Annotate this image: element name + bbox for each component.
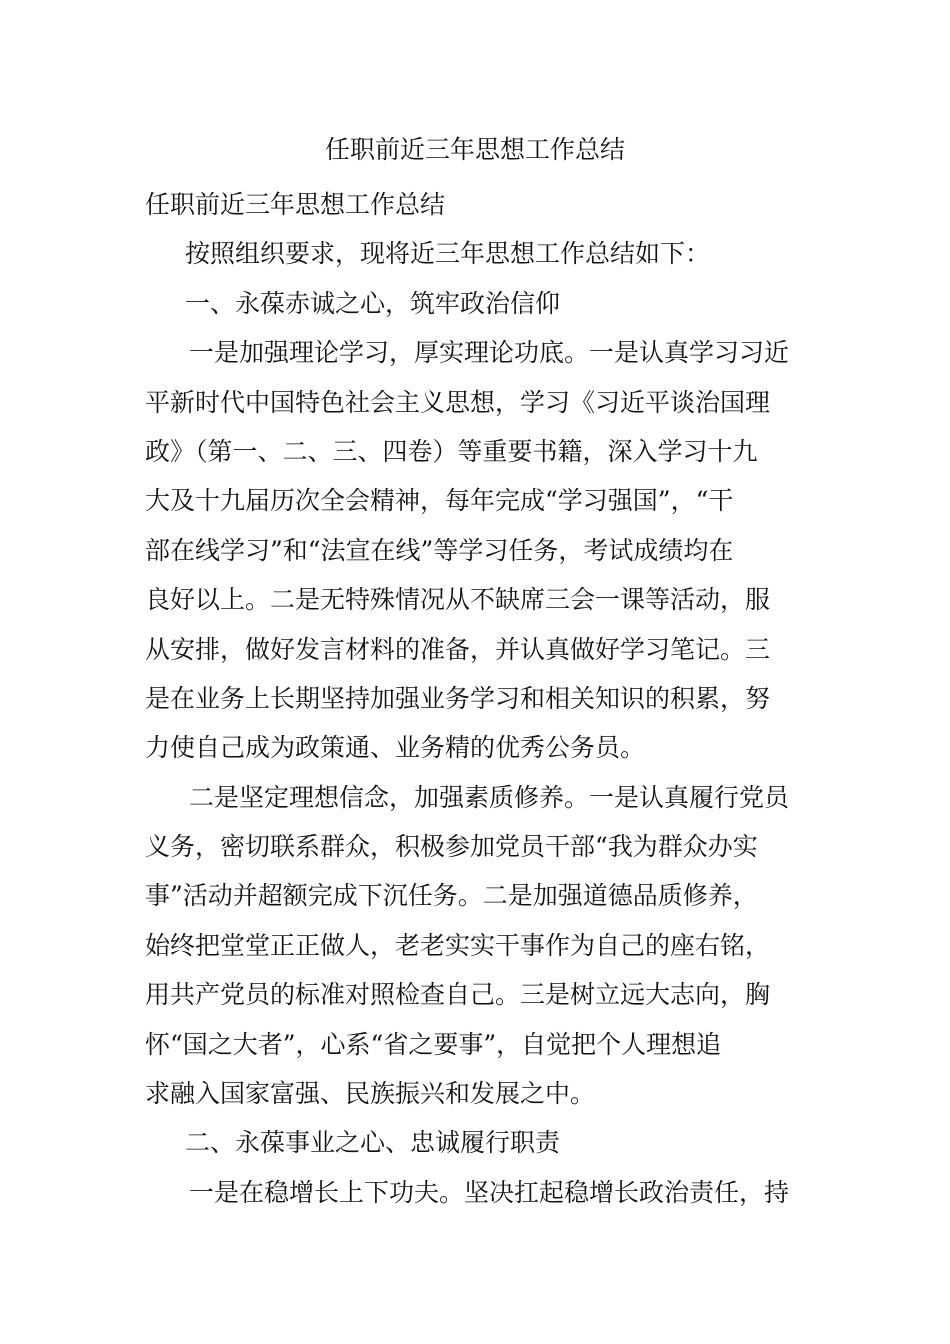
section-heading-2: 二、永葆事业之心、忠诚履行职责 bbox=[185, 1128, 561, 1158]
paragraph-line: 良好以上。二是无特殊情况从不缺席三会一课等活动，服 bbox=[145, 585, 771, 615]
paragraph-line: 怀“国之大者”，心系“省之要事”，自觉把个人理想追 bbox=[145, 1029, 722, 1059]
paragraph-line: 力使自己成为政策通、业务精的优秀公务员。 bbox=[145, 733, 646, 763]
paragraph-line: 大及十九届历次全会精神，每年完成“学习强国”，“干 bbox=[145, 486, 734, 516]
paragraph-line: 政》（第一、二、三、四卷）等重要书籍，深入学习十九 bbox=[145, 436, 758, 466]
paragraph-line: 用共产党员的标准对照检查自己。三是树立远大志向，胸 bbox=[145, 980, 771, 1010]
paragraph-line: 是在业务上长期坚持加强业务学习和相关知识的积累，努 bbox=[145, 683, 771, 713]
section-heading-1: 一、永葆赤诚之心，筑牢政治信仰 bbox=[185, 288, 561, 318]
document-body bbox=[145, 180, 810, 1217]
paragraph-line: 一是在稳增长上下功夫。坚决扛起稳增长政治责任，持 bbox=[189, 1177, 790, 1207]
paragraph-line: 从安排，做好发言材料的准备，并认真做好学习笔记。三 bbox=[145, 634, 771, 664]
document-subtitle: 任职前近三年思想工作总结 bbox=[145, 190, 446, 219]
paragraph-line: 一是加强理论学习，厚实理论功底。一是认真学习习近 bbox=[189, 338, 790, 368]
paragraph-line: 二是坚定理想信念，加强素质修养。一是认真履行党员 bbox=[189, 782, 790, 812]
document-title: 任职前近三年思想工作总结 bbox=[324, 135, 625, 164]
intro-line: 按照组织要求，现将近三年思想工作总结如下： bbox=[185, 239, 711, 269]
paragraph-line: 求融入国家富强、民族振兴和发展之中。 bbox=[145, 1079, 596, 1109]
paragraph-line: 义务，密切联系群众，积极参加党员干部“我为群众办实 bbox=[145, 832, 758, 862]
paragraph-line: 部在线学习”和“法宣在线”等学习任务，考试成绩均在 bbox=[145, 535, 734, 565]
paragraph-line: 平新时代中国特色社会主义思想，学习《习近平谈治国理 bbox=[145, 387, 771, 417]
paragraph-line: 始终把堂堂正正做人，老老实实干事作为自己的座右铭， bbox=[145, 930, 771, 960]
paragraph-line: 事”活动并超额完成下沉任务。二是加强道德品质修养， bbox=[145, 881, 758, 911]
